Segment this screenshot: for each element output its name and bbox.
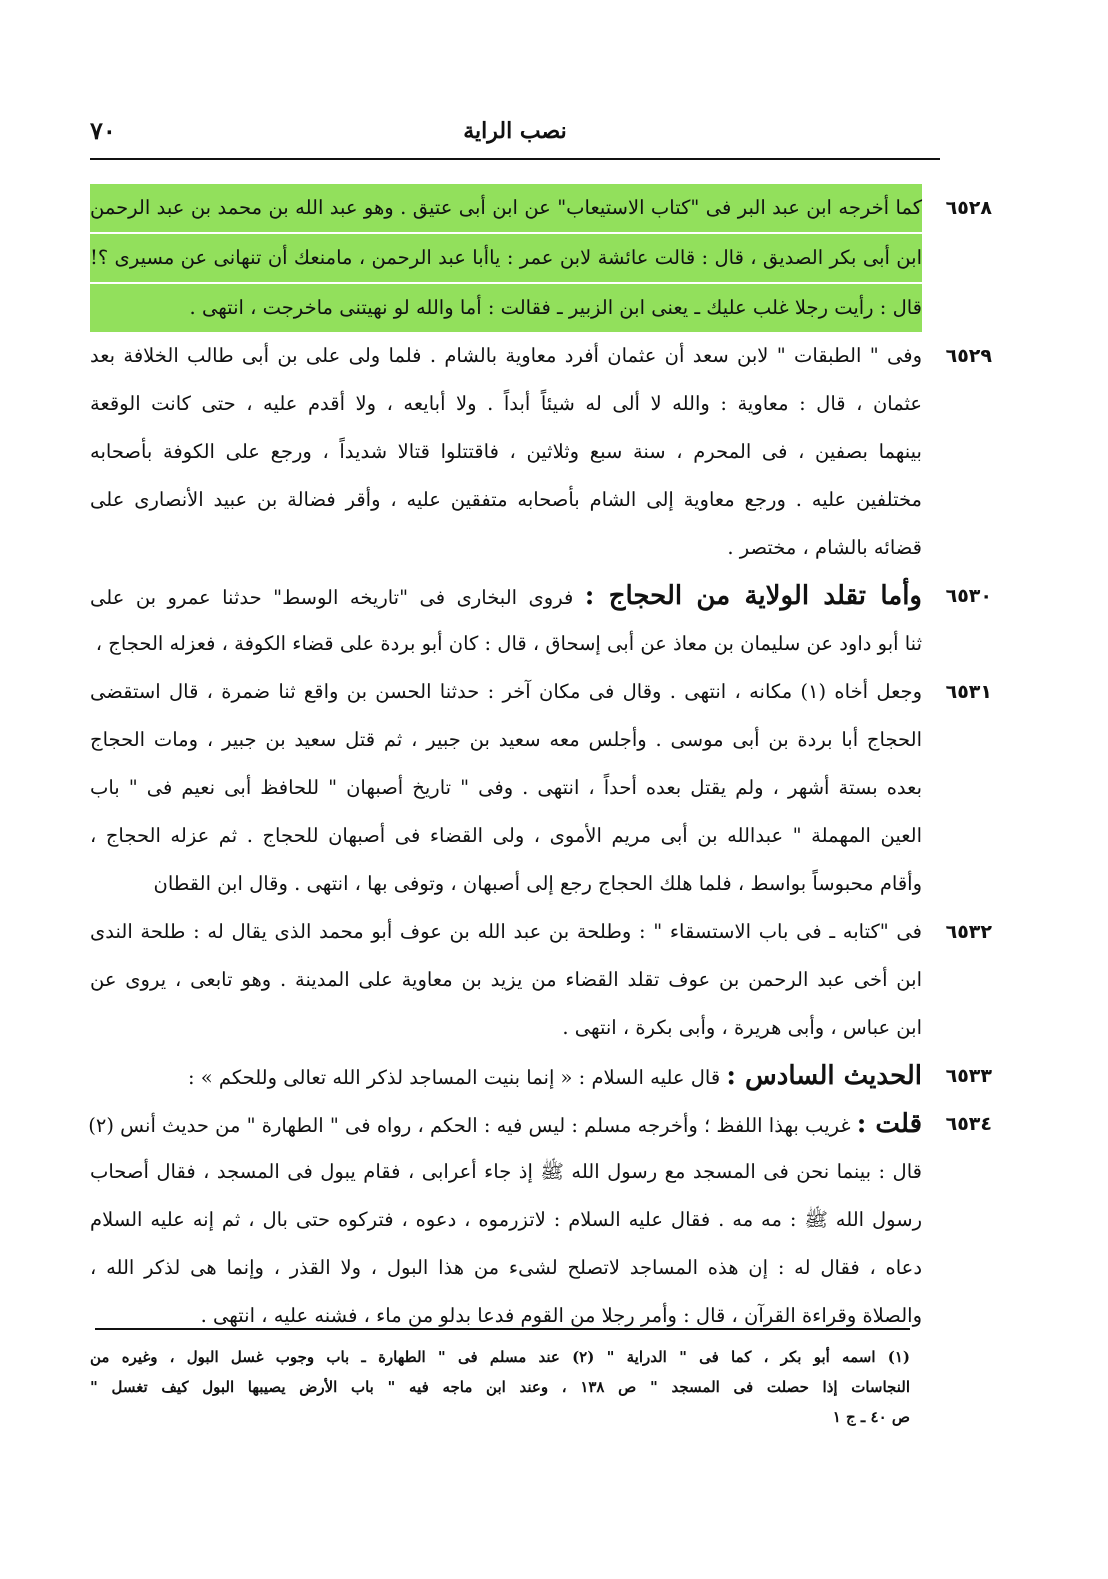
page-number: ٧٠ [90, 116, 116, 145]
text-line: قال : رأيت رجلا غلب عليك ـ يعنى ابن الزبير ـ فقالت : أما والله لو نهيتنى ماخرجت ، انتهى . [90, 284, 922, 332]
text-run: فروى البخارى فى "تاريخه الوسط" حدثنا عمرو بن على [90, 586, 585, 609]
text-line: قضائه بالشام ، مختصر . [727, 536, 922, 559]
text-line: بعده بستة أشهر ، ولم يقتل بعده أحداً ، انتهى . وفى " تاريخ أصبهان " للحافظ أبى نعيم فى " باب [90, 776, 922, 799]
entry-number: ٦٥٣٢ [945, 921, 992, 943]
entry-text [90, 332, 922, 572]
entry-number: ٦٥٣٠ [945, 585, 992, 607]
text-line: والصلاة وقراءة القرآن ، قال : وأمر رجلا من القوم فدعا بدلو من ماء ، فشنه عليه ، انتهى . [200, 1304, 922, 1327]
text-line: وجعل أخاه (١) مكانه ، انتهى . وقال فى مكان آخر : حدثنا الحسن بن واقع ثنا ضمرة ، قال استقضى [90, 680, 922, 703]
entry-number: ٦٥٢٨ [945, 197, 992, 219]
hadith-entry [90, 572, 992, 668]
hadith-entry [90, 668, 992, 908]
hadith-entry [90, 1100, 992, 1340]
footnote-line: (١) اسمه أبو بكر ، كما فى " الدراية " (٢) عند مسلم فى " الطهارة ـ باب وجوب غسل البول ، وغيره من [90, 1348, 910, 1366]
page-header [90, 112, 940, 156]
text-line: فى "كتابه ـ فى باب الاستسقاء " : وطلحة بن عبد الله بن عوف أبو محمد الذى يقال له : طلحة الندى [90, 920, 922, 943]
entry-number: ٦٥٢٩ [945, 345, 992, 367]
entry-text [90, 1100, 922, 1340]
entry-text [90, 1052, 922, 1100]
section-heading: وأما تقلد الولاية من الحجاج : [584, 581, 922, 611]
entry-text [90, 572, 922, 668]
page-body [90, 184, 992, 1340]
text-line: العين المهملة " عبدالله بن أبى مريم الأموى ، ولى القضاء فى أصبهان للحجاج . ثم عزله الحجاج ، [90, 824, 922, 847]
text-run: قال عليه السلام : « إنما بنيت المساجد لذكر الله تعالى وللحكم » : [188, 1066, 727, 1089]
text-line: ثنا أبو داود عن سليمان بن معاذ عن أبى إسحاق ، قال : كان أبو بردة على قضاء الكوفة ، فعزله الحجاج ، [95, 632, 922, 655]
entry-number: ٦٥٣٤ [945, 1113, 992, 1135]
text-line: ابن عباس ، وأبى هريرة ، وأبى بكرة ، انتهى . [562, 1016, 922, 1039]
text-line: وفى " الطبقات " لابن سعد أن عثمان أفرد معاوية بالشام . فلما ولى على بن أبى طالب الخلافة بعد [90, 344, 922, 367]
header-rule [90, 158, 940, 160]
entry-number: ٦٥٣١ [945, 681, 992, 703]
hadith-entry [90, 184, 992, 332]
text-line: رسول الله ﷺ : مه مه . فقال عليه السلام : لاتزرموه ، دعوه ، فتركوه حتى بال ، ثم إنه عليه السلام [90, 1208, 922, 1231]
text-line: الحجاج أبا بردة بن أبى موسى . وأجلس معه سعيد بن جبير ، ثم قتل سعيد بن جبير ، ومات الحجاج [90, 728, 922, 751]
text-line: عثمان ، قال : معاوية : والله لا ألى له شيئاً أبداً . ولا أبايعه ، ولا أقدم عليه ، حتى كانت الوقعة [90, 392, 922, 415]
text-line: ابن أبى بكر الصديق ، قال : قالت عائشة لابن عمر : ياأبا عبد الرحمن ، مامنعك أن تنهانى عن مسيرى ؟! [90, 234, 922, 284]
footnote-line: ص ٤٠ ـ ج ١ [832, 1408, 910, 1426]
text-line: مختلفين عليه . ورجع معاوية إلى الشام بأصحابه متفقين عليه ، وأقر فضالة بن عبيد الأنصارى على [90, 488, 922, 511]
footnotes [90, 1342, 910, 1432]
section-heading: الحديث السادس : [726, 1061, 922, 1091]
text-line: ابن أخى عبد الرحمن بن عوف تقلد القضاء من يزيد بن معاوية على المدينة . وهو تابعى ، يروى عن [90, 968, 922, 991]
footnote-rule [95, 1328, 910, 1330]
text-run: غريب بهذا اللفظ ؛ وأخرجه مسلم : ليس فيه : الحكم ، رواه فى " الطهارة " من حديث أنس (٢) [88, 1114, 857, 1137]
hadith-entry [90, 1052, 992, 1100]
text-line [90, 572, 922, 620]
hadith-entry [90, 908, 992, 1052]
text-line: وأقام محبوساً بواسط ، فلما هلك الحجاج رجع إلى أصبهان ، وتوفى بها ، انتهى . وقال ابن القطان [153, 872, 922, 895]
text-line [90, 1100, 922, 1148]
hadith-entry [90, 332, 992, 572]
section-heading: قلت : [856, 1109, 922, 1139]
text-line [90, 1052, 922, 1100]
footnote-line: النجاسات إذا حصلت فى المسجد " ص ١٣٨ ، وعند ابن ماجه فيه " باب الأرض يصيبها البول كيف تغسل " [90, 1378, 910, 1396]
text-line: قال : بينما نحن فى المسجد مع رسول الله ﷺ إذ جاء أعرابى ، فقام يبول فى المسجد ، فقال أصحاب [90, 1160, 922, 1183]
entry-text [90, 668, 922, 908]
text-line: كما أخرجه ابن عبد البر فى "كتاب الاستيعاب" عن ابن أبى عتيق . وهو عبد الله بن محمد بن عبد الرحمن [90, 184, 922, 234]
text-line: دعاه ، فقال له : إن هذه المساجد لاتصلح لشىء من هذا البول ، ولا القذر ، وإنما هى لذكر الله ، [90, 1256, 922, 1279]
running-title: نصب الراية [463, 118, 567, 144]
entry-number: ٦٥٣٣ [945, 1065, 992, 1087]
entry-text [90, 908, 922, 1052]
text-line: بينهما بصفين ، فى المحرم ، سنة سبع وثلاثين ، فاقتتلوا قتالا شديداً ، ورجع على الكوفة بأصحابه [90, 440, 922, 463]
entry-text [90, 184, 922, 332]
